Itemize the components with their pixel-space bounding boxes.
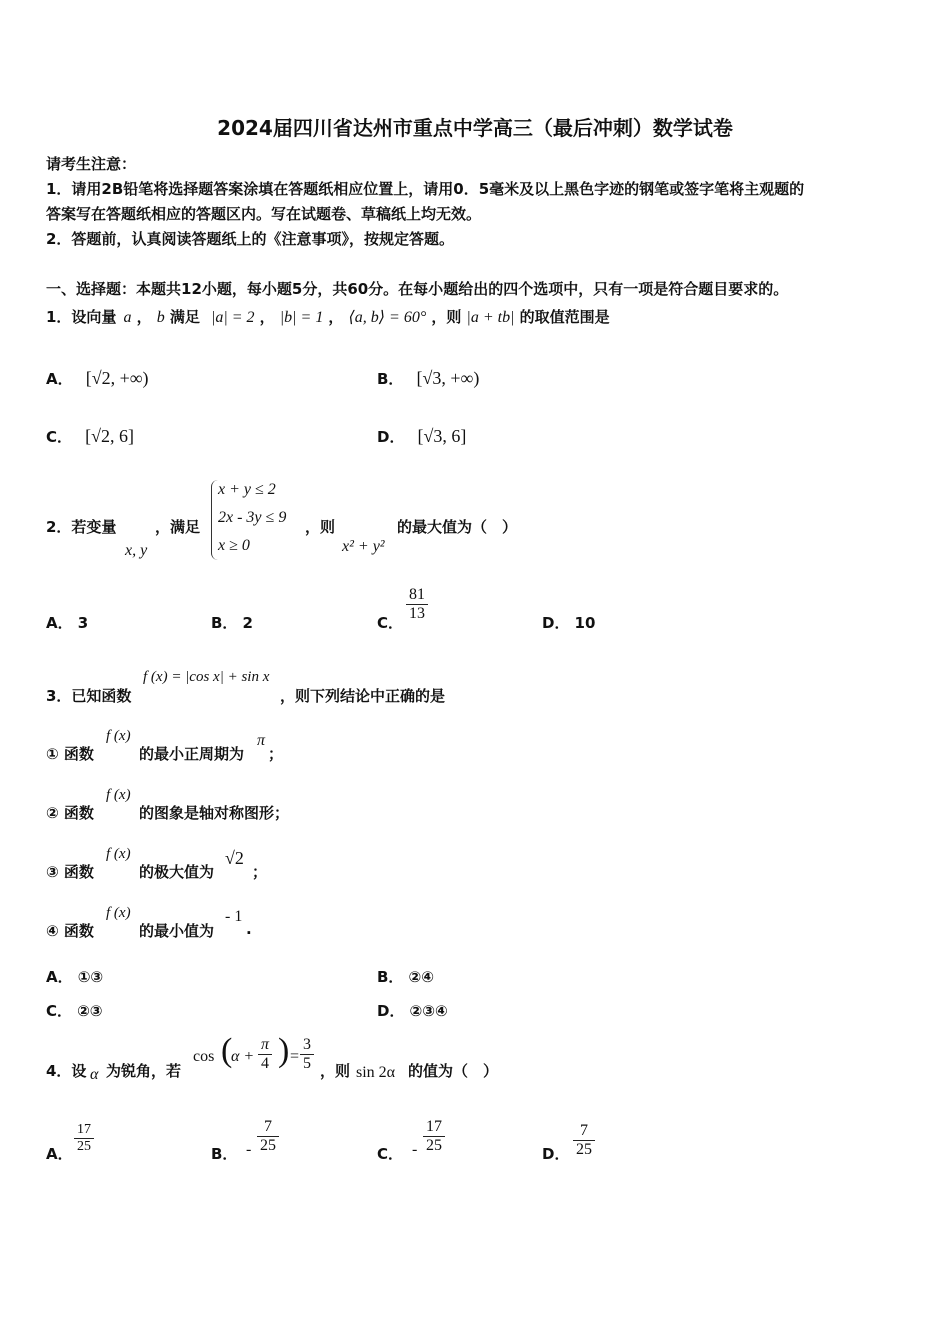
- q2-prefix: 2．若变量: [46, 518, 117, 536]
- notice-line-2: 2．答题前，认真阅读答题纸上的《注意事项》，按规定答题。: [46, 230, 454, 248]
- q3-suffix: ，则下列结论中正确的是: [280, 687, 446, 705]
- q1-var-a: a: [123, 309, 132, 326]
- q2-option-b[interactable]: B． 2: [211, 614, 253, 632]
- q3-statement-4-text: 的最小值为: [139, 922, 215, 940]
- q2-option-b-value: 2: [242, 614, 253, 632]
- q3-statement-2-prefix: ② 函数: [46, 804, 94, 822]
- q4-option-a[interactable]: A．: [46, 1145, 73, 1163]
- q3-option-b[interactable]: B． ②④: [377, 968, 434, 986]
- q3-prefix: 3．已知函数: [46, 687, 132, 705]
- q4-var-alpha: α: [90, 1066, 99, 1083]
- q4-cos: cos: [193, 1048, 215, 1065]
- q1-expr: |a + tb|: [466, 309, 515, 326]
- q4-expr: sin 2α: [356, 1064, 396, 1081]
- q2-system-brace: [211, 480, 218, 560]
- q1-cond-1: |a| = 2: [210, 309, 255, 326]
- q2-option-a-value: 3: [77, 614, 89, 632]
- q4-option-b-sign: -: [246, 1141, 252, 1158]
- q4-option-c-value: $\frac{17}{25}$: [423, 1118, 445, 1156]
- q1-option-c[interactable]: C． [√2, 6]: [46, 426, 134, 446]
- q2-vars: x, y: [125, 542, 148, 559]
- q2-option-c-value: $\frac{81}{13}$: [406, 586, 428, 624]
- q1-suffix: 的取值范围是: [519, 308, 610, 326]
- q1-option-d-value: [√3, 6]: [417, 426, 467, 446]
- q1-option-a-value: [√2, +∞): [85, 368, 149, 388]
- q1-option-b[interactable]: B． [√3, +∞): [377, 368, 480, 388]
- section-heading: 一、选择题：本题共12小题，每小题5分，共60分。在每小题给出的四个选项中，只有一项是符合题目要求的。: [46, 280, 789, 298]
- q3-s3-value: √2: [225, 848, 244, 868]
- q3-option-c-value: ②③: [77, 1002, 103, 1020]
- q4-option-b-value: $\frac{7}{25}$: [257, 1118, 279, 1156]
- notice-line-1: 1．请用2B铅笔将选择题答案涂填在答题纸相应位置上，请用0．5毫米及以上黑色字迹的钢笔或签字笔将主观题的: [46, 180, 805, 198]
- q4-option-d-value: $\frac{7}{25}$: [573, 1122, 595, 1160]
- q4-prefix: 4．设: [46, 1062, 87, 1080]
- q2-then: ，则: [305, 518, 336, 536]
- q2-option-d-value: 10: [574, 614, 596, 632]
- q1-comma: ，: [136, 308, 152, 326]
- q3-option-c[interactable]: C． ②③: [46, 1002, 103, 1020]
- q1-option-c-value: [√2, 6]: [85, 426, 134, 446]
- q3-statement-2-text: 的图象是轴对称图形；: [139, 804, 290, 822]
- q2-option-c-label[interactable]: C．: [377, 614, 404, 632]
- q4-then: ，则: [320, 1062, 351, 1080]
- q1-option-d[interactable]: D． [√3, 6]: [377, 426, 467, 446]
- q4-right-paren: ): [278, 1032, 290, 1069]
- q1-cond-3: ⟨a, b⟩ = 60°: [348, 309, 427, 326]
- q3-s3-fx: f (x): [106, 846, 131, 862]
- q1-then: ，则: [431, 308, 462, 326]
- question-1-stem: 1．设向量 a ， b 满足 |a| = 2 ， |b| = 1 ， ⟨a, b⟩ = 60° ，则 |a + tb| 的取值范围是: [46, 308, 610, 326]
- q3-option-d[interactable]: D． ②③④: [377, 1002, 448, 1020]
- q2-satisfy: ，满足: [155, 518, 201, 536]
- q2-expr: x² + y²: [342, 538, 385, 555]
- q4-mid: 为锐角，若: [106, 1062, 182, 1080]
- q3-s2-fx: f (x): [106, 787, 131, 803]
- q2-suffix: 的最大值为（ ）: [397, 518, 518, 536]
- q3-statement-1-prefix: ① 函数: [46, 745, 94, 763]
- q3-statement-3-text: 的极大值为: [139, 863, 215, 881]
- q4-option-a-value: $\frac{17}{25}$: [74, 1122, 94, 1155]
- q2-option-a[interactable]: A． 3: [46, 614, 89, 632]
- q3-statement-3-prefix: ③ 函数: [46, 863, 94, 881]
- q4-left-paren: (: [221, 1032, 233, 1069]
- q4-pi-over-4: $\frac{\pi}{4}$: [258, 1036, 272, 1074]
- q4-option-b[interactable]: B．: [211, 1145, 238, 1163]
- q4-option-c-sign: -: [412, 1141, 418, 1158]
- q3-option-a[interactable]: A． ①③: [46, 968, 104, 986]
- q2-constraint-2: 2x - 3y ≤ 9: [218, 509, 287, 526]
- q2-constraint-1: x + y ≤ 2: [218, 481, 276, 498]
- q3-option-d-value: ②③④: [409, 1002, 448, 1020]
- q4-alpha-plus: α +: [231, 1048, 255, 1065]
- q1-var-b: b: [156, 309, 165, 326]
- q3-s1-pi: π: [257, 732, 266, 749]
- q4-rhs-fraction: $\frac{3}{5}$: [300, 1036, 314, 1074]
- page-title: 2024届四川省达州市重点中学高三（最后冲刺）数学试卷: [217, 116, 733, 140]
- q1-option-a[interactable]: A． [√2, +∞): [46, 368, 149, 388]
- q4-equals: =: [290, 1048, 300, 1065]
- q3-s4-value: - 1: [225, 908, 243, 925]
- q2-constraint-3: x ≥ 0: [218, 537, 250, 554]
- q4-option-d[interactable]: D．: [542, 1145, 570, 1163]
- q3-statement-1-text: 的最小正周期为: [139, 745, 245, 763]
- notice-heading: 请考生注意：: [46, 155, 137, 173]
- q3-s1-fx: f (x): [106, 728, 131, 744]
- q3-s4-fx: f (x): [106, 905, 131, 921]
- q3-option-a-value: ①③: [77, 968, 104, 986]
- q1-prefix: 1．设向量: [46, 308, 117, 326]
- q2-option-d[interactable]: D． 10: [542, 614, 596, 632]
- q1-satisfy: 满足: [169, 308, 200, 326]
- q1-cond-2: |b| = 1: [279, 309, 324, 326]
- q4-option-c[interactable]: C．: [377, 1145, 404, 1163]
- q3-statement-4-prefix: ④ 函数: [46, 922, 94, 940]
- notice-line-1b: 答案写在答题纸相应的答题区内。写在试题卷、草稿纸上均无效。: [46, 205, 482, 223]
- q1-option-b-value: [√3, +∞): [416, 368, 480, 388]
- q4-suffix: 的值为（ ）: [408, 1062, 499, 1080]
- q3-func: f (x) = |cos x| + sin x: [143, 669, 270, 685]
- q3-option-b-value: ②④: [408, 968, 434, 986]
